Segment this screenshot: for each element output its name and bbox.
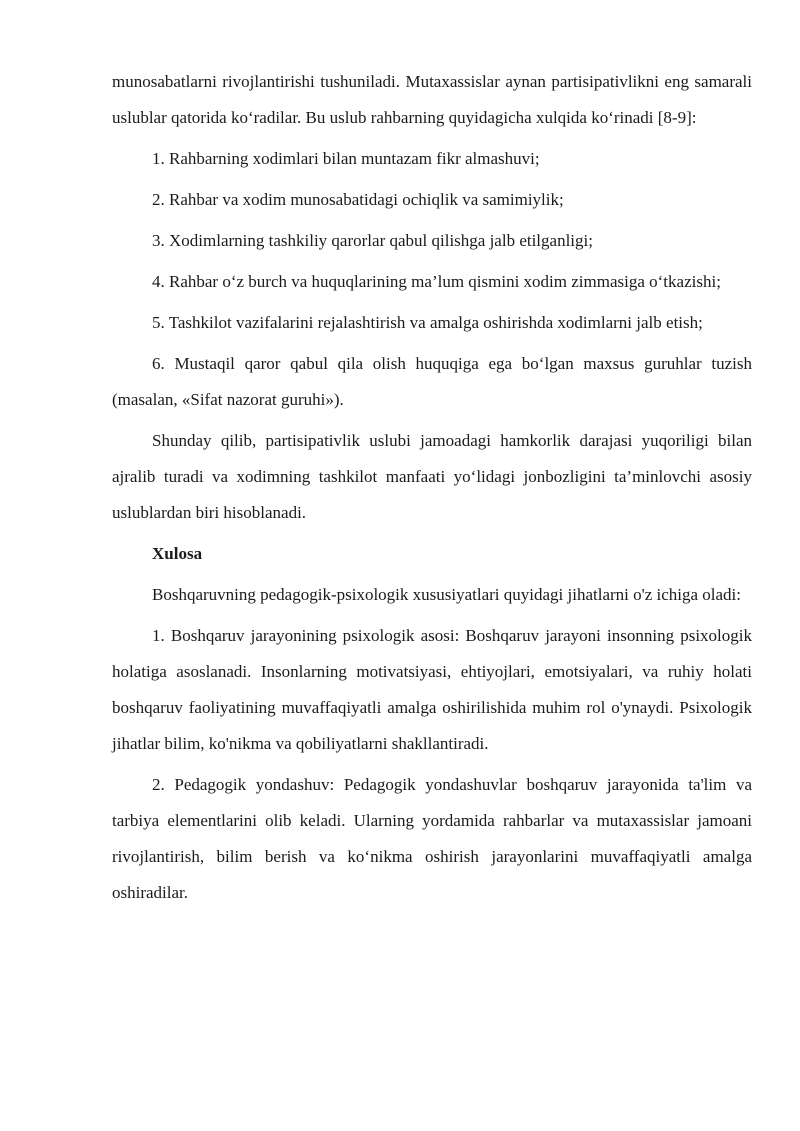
list-item-3: 3. Xodimlarning tashkiliy qarorlar qabul qilishga jalb etilganligi; [152, 231, 593, 250]
paragraph-conclusion-intro: Shunday qilib, partisipativlik uslubi jamoadagi hamkorlik darajasi yuqoriligi bilan ajralib turadi va xodimning tashkilot manfaati yoʻlidagi jonbozligini ta’minlovchi asosiy uslublardan biri hisoblanadi. [112, 431, 752, 522]
paragraph-intro: munosabatlarni rivojlantirishi tushuniladi. Mutaxassislar aynan partisipativlikni eng samarali uslublar qatorida koʻradilar. Bu uslub rahbarning quyidagicha xulqida koʻrinadi [8-9]: [112, 72, 752, 127]
list-item-2: 2. Rahbar va xodim munosabatidagi ochiqlik va samimiylik; [152, 190, 564, 209]
paragraph-summary-point-1: 1. Boshqaruv jarayonining psixologik asosi: Boshqaruv jarayoni insonning psixologik holatiga asoslanadi. Insonlarning motivatsiyasi, ehtiyojlari, emotsiyalari, va ruhiy holati boshqaruv faoliyatining muvaffaqiyatli amalga oshirilishida muhim rol o'ynaydi. Psixologik jihatlar bilim, ko'nikma va qobiliyatlarni shakllantiradi. [112, 626, 752, 753]
section-heading-xulosa: Xulosa [152, 544, 203, 563]
document-text-block [112, 64, 752, 911]
paragraph-summary-point-2: 2. Pedagogik yondashuv: Pedagogik yondashuvlar boshqaruv jarayonida ta'lim va tarbiya elementlarini olib keladi. Ularning yordamida rahbarlar va mutaxassislar jamoani rivojlantirish, bilim berish va koʻnikma oshirish jarayonlarini muvaffaqiyatli amalga oshiradilar. [112, 775, 752, 902]
list-item-5: 5. Tashkilot vazifalarini rejalashtirish va amalga oshirishda xodimlarni jalb etish; [152, 313, 703, 332]
list-item-1: 1. Rahbarning xodimlari bilan muntazam fikr almashuvi; [152, 149, 540, 168]
list-item-6: 6. Mustaqil qaror qabul qila olish huquqiga ega boʻlgan maxsus guruhlar tuzish (masalan, «Sifat nazorat guruhi»). [112, 354, 752, 409]
paragraph-summary-lead: Boshqaruvning pedagogik-psixologik xususiyatlari quyidagi jihatlarni o'z ichiga oladi: [152, 585, 741, 604]
list-item-4: 4. Rahbar oʻz burch va huquqlarining ma’lum qismini xodim zimmasiga oʻtkazishi; [152, 272, 721, 291]
